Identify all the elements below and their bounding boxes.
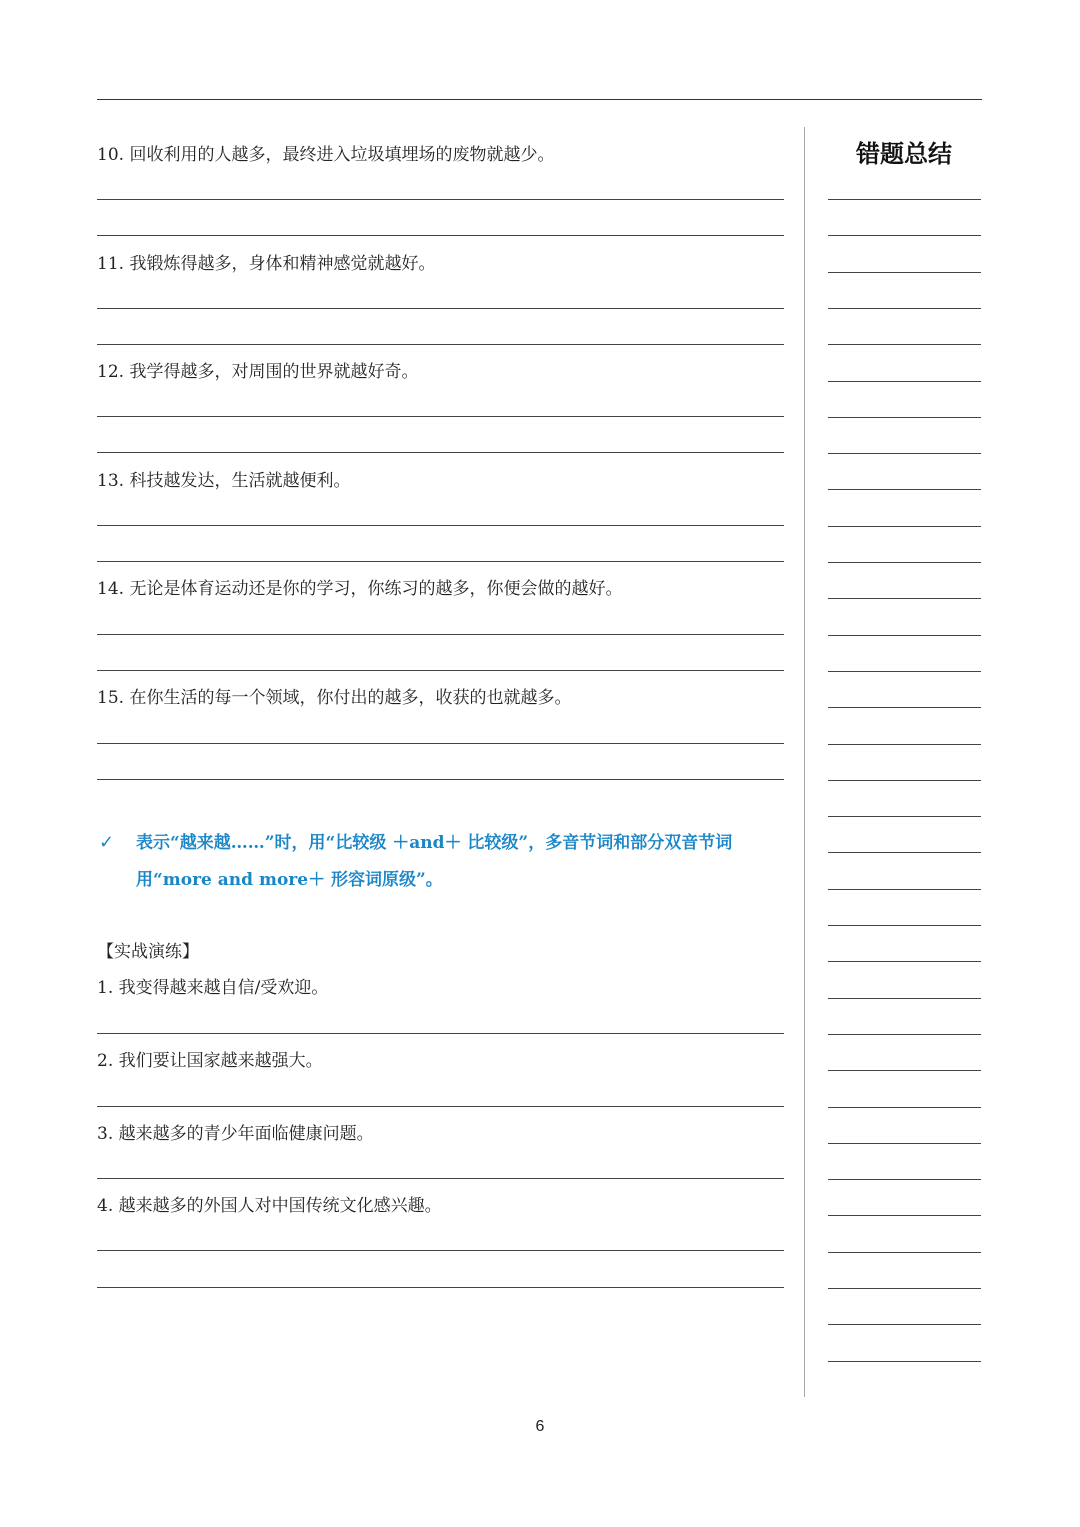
answer-line[interactable] (97, 1033, 784, 1034)
summary-line[interactable] (828, 889, 981, 890)
question-13: 13. 科技越发达，生活就越便利。 (97, 471, 351, 491)
answer-line[interactable] (97, 634, 784, 635)
summary-line[interactable] (828, 453, 981, 454)
question-10: 10. 回收利用的人越多，最终进入垃圾填埋场的废物就越少。 (97, 145, 555, 165)
summary-line[interactable] (828, 816, 981, 817)
summary-line[interactable] (828, 598, 981, 599)
question-15: 15. 在你生活的每一个领域，你付出的越多，收获的也就越多。 (97, 688, 572, 708)
answer-line[interactable] (97, 561, 784, 562)
summary-line[interactable] (828, 671, 981, 672)
answer-line[interactable] (97, 779, 784, 780)
header-rule (97, 99, 982, 100)
summary-line[interactable] (828, 344, 981, 345)
answer-line[interactable] (97, 525, 784, 526)
summary-line[interactable] (828, 1252, 981, 1253)
summary-line[interactable] (828, 998, 981, 999)
page-number: 6 (535, 1418, 545, 1435)
question-12: 12. 我学得越多，对周围的世界就越好奇。 (97, 362, 419, 382)
summary-line[interactable] (828, 961, 981, 962)
summary-line[interactable] (828, 489, 981, 490)
question-14: 14. 无论是体育运动还是你的学习，你练习的越多，你便会做的越好。 (97, 579, 623, 599)
column-divider (804, 127, 805, 1397)
practice-heading: 【实战演练】 (97, 942, 199, 962)
practice-item-3: 3. 越来越多的青少年面临健康问题。 (97, 1124, 374, 1144)
grammar-tip-line2: 用“more and more＋ 形容词原级”。 (136, 870, 443, 890)
practice-item-4: 4. 越来越多的外国人对中国传统文化感兴趣。 (97, 1196, 442, 1216)
summary-line[interactable] (828, 308, 981, 309)
summary-line[interactable] (828, 272, 981, 273)
summary-line[interactable] (828, 562, 981, 563)
answer-line[interactable] (97, 235, 784, 236)
answer-line[interactable] (97, 199, 784, 200)
grammar-tip-line1: 表示“越来越……”时，用“比较级 ＋and＋ 比较级”，多音节词和部分双音节词 (136, 833, 733, 853)
answer-line[interactable] (97, 743, 784, 744)
summary-line[interactable] (828, 1288, 981, 1289)
summary-line[interactable] (828, 1107, 981, 1108)
summary-line[interactable] (828, 635, 981, 636)
summary-line[interactable] (828, 526, 981, 527)
answer-line[interactable] (97, 308, 784, 309)
summary-line[interactable] (828, 744, 981, 745)
answer-line[interactable] (97, 452, 784, 453)
summary-line[interactable] (828, 235, 981, 236)
answer-line[interactable] (97, 1250, 784, 1251)
summary-line[interactable] (828, 1361, 981, 1362)
check-icon: ✓ (99, 832, 115, 853)
answer-line[interactable] (97, 670, 784, 671)
practice-item-2: 2. 我们要让国家越来越强大。 (97, 1051, 323, 1071)
summary-line[interactable] (828, 1143, 981, 1144)
summary-line[interactable] (828, 707, 981, 708)
summary-line[interactable] (828, 1215, 981, 1216)
error-summary-title: 错题总结 (856, 140, 952, 168)
question-11: 11. 我锻炼得越多，身体和精神感觉就越好。 (97, 254, 436, 274)
summary-line[interactable] (828, 780, 981, 781)
summary-line[interactable] (828, 852, 981, 853)
summary-line[interactable] (828, 1034, 981, 1035)
answer-line[interactable] (97, 1178, 784, 1179)
answer-line[interactable] (97, 1287, 784, 1288)
summary-line[interactable] (828, 1324, 981, 1325)
summary-line[interactable] (828, 381, 981, 382)
answer-line[interactable] (97, 344, 784, 345)
answer-line[interactable] (97, 1106, 784, 1107)
summary-line[interactable] (828, 199, 981, 200)
answer-line[interactable] (97, 416, 784, 417)
summary-line[interactable] (828, 1179, 981, 1180)
summary-line[interactable] (828, 1070, 981, 1071)
practice-item-1: 1. 我变得越来越自信/受欢迎。 (97, 978, 329, 998)
summary-line[interactable] (828, 925, 981, 926)
summary-line[interactable] (828, 417, 981, 418)
